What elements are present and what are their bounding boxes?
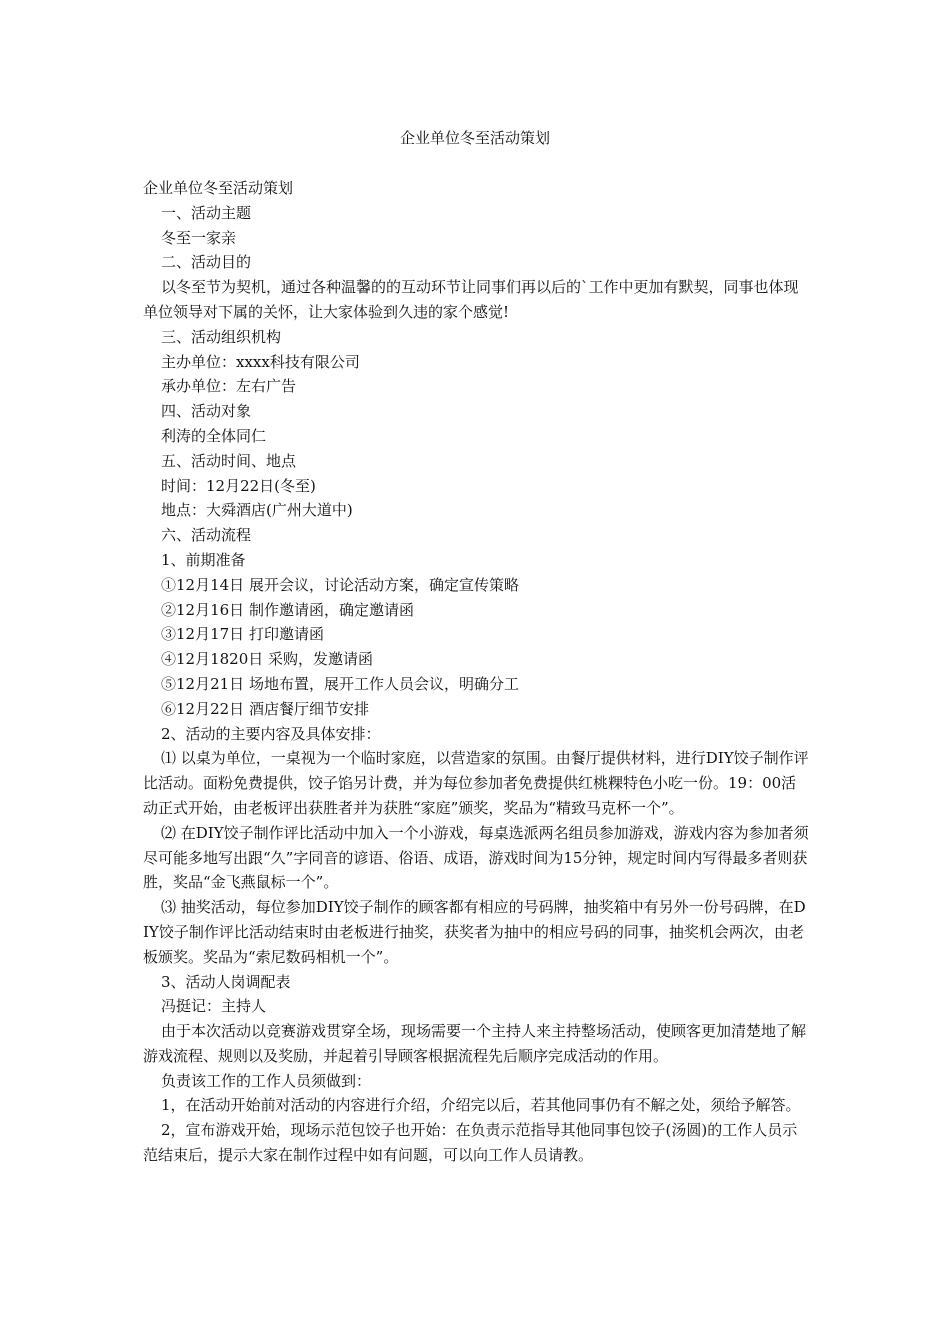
document-paragraph: ⑥12月22日 酒店餐厅细节安排 [161, 699, 369, 718]
document-paragraph: 负责该工作的工作人员须做到： [161, 1071, 372, 1090]
document-paragraph: ⑤12月21日 场地布置，展开工作人员会议，明确分工 [161, 674, 519, 693]
document-paragraph: ⑶ 抽奖活动，每位参加DIY饺子制作的顾客都有相应的号码牌，抽奖箱中有另外一份号码牌，在DIY饺子制作评比活动结束时由老板进行抽奖，获奖者为抽中的相应号码的同事，抽奖机会两次，由老板颁奖。奖品为“索尼数码相机一个”。 [143, 898, 806, 966]
document-paragraph: 主办单位：xxxx科技有限公司 [161, 352, 360, 371]
document-paragraph: ②12月16日 制作邀请函，确定邀请函 [161, 600, 414, 619]
document-paragraph: ⑵ 在DIY饺子制作评比活动中加入一个小游戏，每桌选派两名组员参加游戏，游戏内容为参加者须尽可能多地写出跟“久”字同音的谚语、俗语、成语，游戏时间为15分钟，规定时间内写得最多者则获胜，奖品“金飞燕鼠标一个”。 [143, 823, 809, 892]
document-title: 企业单位冬至活动策划 [399, 129, 550, 147]
document-paragraph: ①12月14日 展开会议，讨论活动方案，确定宣传策略 [161, 575, 519, 594]
document-paragraph: 冯挺记：主持人 [161, 997, 267, 1016]
document-paragraph: 承办单位：左右广告 [161, 377, 297, 396]
document-paragraph: ③12月17日 打印邀请函 [161, 625, 324, 644]
document-paragraph: 由于本次活动以竞赛游戏贯穿全场，现场需要一个主持人来主持整场活动，使顾客更加清楚地了解游戏流程、规则以及奖励，并起着引导顾客根据流程先后顺序完成活动的作用。 [143, 1022, 807, 1065]
document-paragraph: ④12月1820日 采购，发邀请函 [161, 650, 374, 669]
document-paragraph: 1，在活动开始前对活动的内容进行介绍，介绍完以后，若其他同事仍有不解之处，须给予解答。 [161, 1096, 801, 1115]
document-paragraph: 三、活动组织机构 [161, 327, 282, 346]
document-paragraph: 2、活动的主要内容及具体安排： [161, 724, 381, 743]
document-body [143, 176, 811, 1168]
document-paragraph: 2，宣布游戏开始，现场示范包饺子也开始：在负责示范指导其他同事包饺子(汤圆)的工作人员示范结束后，提示大家在制作过程中如有问题，可以向工作人员请教。 [143, 1121, 798, 1165]
document-paragraph: 企业单位冬至活动策划 [143, 179, 294, 197]
document-paragraph: 1、前期准备 [161, 550, 246, 569]
document-paragraph: 地点：大舜酒店(广州大道中) [161, 501, 353, 520]
document-paragraph: 3、活动人岗调配表 [161, 972, 291, 991]
document-paragraph: 以冬至节为契机，通过各种温馨的的互动环节让同事们再以后的`工作中更加有默契，同事也体现单位领导对下属的关怀，让大家体验到久违的家个感觉! [143, 278, 799, 321]
document-paragraph: 时间：12月22日(冬至) [161, 476, 316, 495]
document-paragraph: 六、活动流程 [161, 526, 252, 545]
document-paragraph: 冬至一家亲 [161, 228, 237, 247]
document-paragraph: 五、活动时间、地点 [161, 451, 297, 470]
document-paragraph: 利涛的全体同仁 [161, 426, 267, 445]
document-paragraph: ⑴ 以桌为单位，一桌视为一个临时家庭，以营造家的氛围。由餐厅提供材料，进行DIY饺子制作评比活动。面粉免费提供，饺子馅另计费，并为每位参加者免费提供红桃粿特色小吃一份。19：00活动正式开始，由老板评出获胜者并为获胜“家庭”颁奖，奖品为“精致马克杯一个”。 [143, 749, 809, 817]
document-paragraph: 一、活动主题 [161, 203, 252, 222]
document-paragraph: 四、活动对象 [161, 402, 252, 421]
document-paragraph: 二、活动目的 [161, 253, 252, 272]
